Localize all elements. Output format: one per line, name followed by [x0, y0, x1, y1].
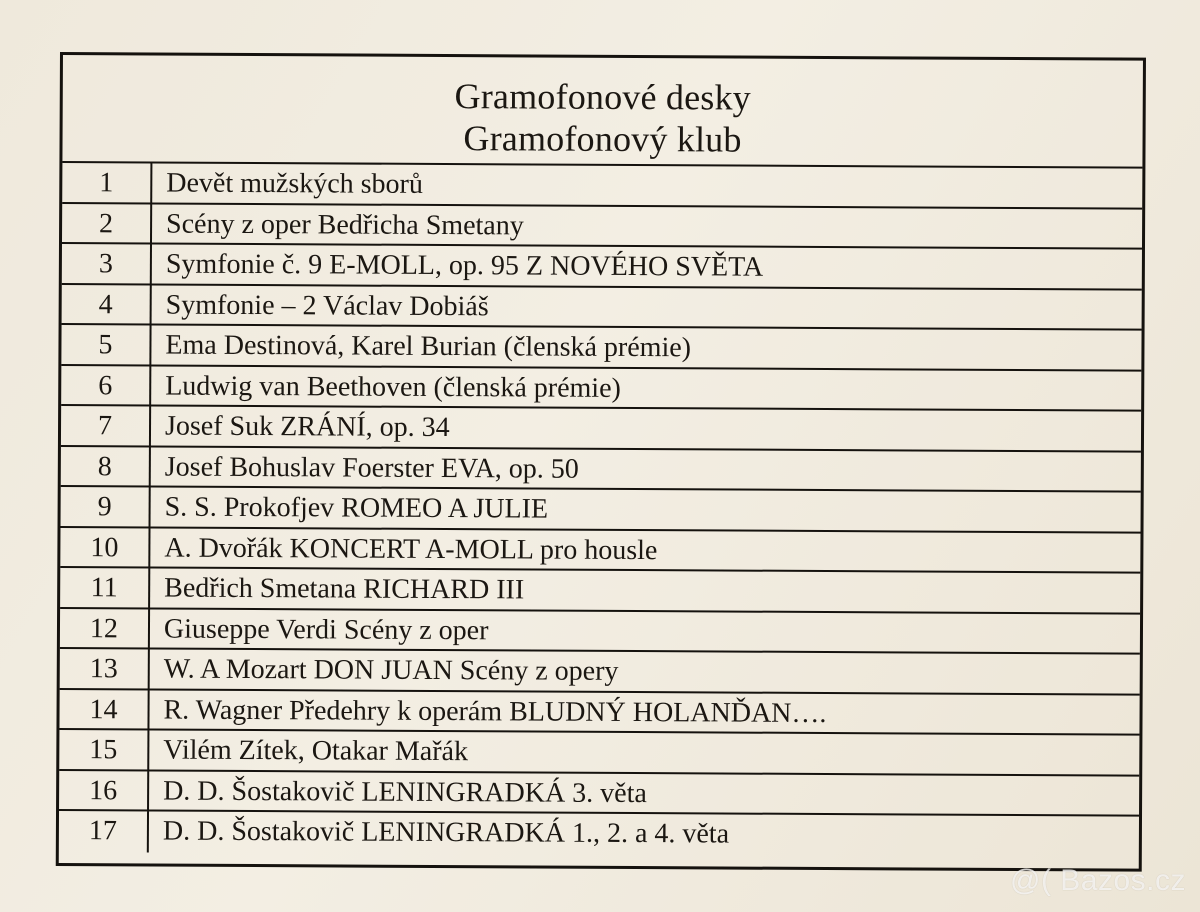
row-number: 4 [62, 285, 152, 324]
table-row [61, 487, 1141, 533]
table-row [62, 285, 1142, 331]
record-title: D. D. Šostakovič LENINGRADKÁ 1., 2. a 4. věta [162, 815, 730, 850]
table-row [60, 568, 1140, 614]
record-title: Ema Destinová, Karel Burian (členská prémie) [165, 329, 692, 364]
record-title: Devět mužských sborů [166, 167, 424, 200]
table-row [60, 609, 1140, 655]
table-row [61, 447, 1141, 493]
table-row [60, 528, 1140, 574]
record-title: Bedřich Smetana RICHARD III [164, 572, 525, 606]
table-row [62, 204, 1142, 250]
record-list-table [56, 52, 1146, 872]
row-number: 14 [59, 690, 149, 729]
row-number: 5 [61, 325, 151, 364]
document-title: Gramofonové desky [454, 76, 752, 118]
table-row [62, 244, 1142, 290]
row-number: 6 [61, 366, 151, 405]
table-row [60, 649, 1140, 695]
row-number: 12 [60, 609, 150, 648]
row-number: 7 [61, 406, 151, 445]
watermark-logo: @( Bazos.cz [1010, 864, 1186, 897]
record-title: Symfonie č. 9 E-MOLL, op. 95 Z NOVÉHO SVĚTA [165, 248, 764, 283]
record-title: Josef Suk ZRÁNÍ, op. 34 [164, 410, 450, 444]
table-row [62, 163, 1142, 209]
row-number: 2 [62, 204, 152, 243]
record-title: Ludwig van Beethoven (členská prémie) [165, 370, 621, 404]
table-row [61, 325, 1141, 371]
table-row [59, 690, 1139, 736]
record-title: A. Dvořák KONCERT A-MOLL pro housle [164, 532, 658, 566]
record-title: S. S. Prokofjev ROMEO A JULIE [164, 491, 549, 525]
record-title: Vilém Zítek, Otakar Mařák [163, 734, 469, 768]
record-title: Scény z oper Bedřicha Smetany [166, 208, 524, 241]
row-number: 1 [62, 163, 152, 202]
record-title: W. A Mozart DON JUAN Scény z opery [163, 653, 619, 687]
record-title: D. D. Šostakovič LENINGRADKÁ 3. věta [163, 775, 647, 809]
row-number: 9 [61, 487, 151, 526]
record-title: Josef Bohuslav Foerster EVA, op. 50 [164, 451, 579, 485]
table-row [61, 366, 1141, 412]
row-number: 3 [62, 244, 152, 283]
document-subtitle: Gramofonový klub [463, 118, 742, 160]
row-number: 17 [59, 811, 149, 852]
row-number: 13 [60, 649, 150, 688]
table-row [59, 811, 1139, 857]
record-title: R. Wagner Předehry k operám BLUDNÝ HOLANĎAN…. [163, 694, 827, 729]
row-number: 11 [60, 568, 150, 607]
table-body [59, 163, 1143, 857]
row-number: 15 [59, 730, 149, 769]
record-title: Symfonie – 2 Václav Dobiáš [165, 289, 489, 322]
table-row [59, 730, 1139, 776]
table-header [62, 55, 1143, 169]
row-number: 10 [60, 528, 150, 567]
record-title: Giuseppe Verdi Scény z oper [163, 613, 489, 646]
row-number: 16 [59, 771, 149, 810]
table-row [59, 771, 1139, 817]
row-number: 8 [61, 447, 151, 486]
table-row [61, 406, 1141, 452]
